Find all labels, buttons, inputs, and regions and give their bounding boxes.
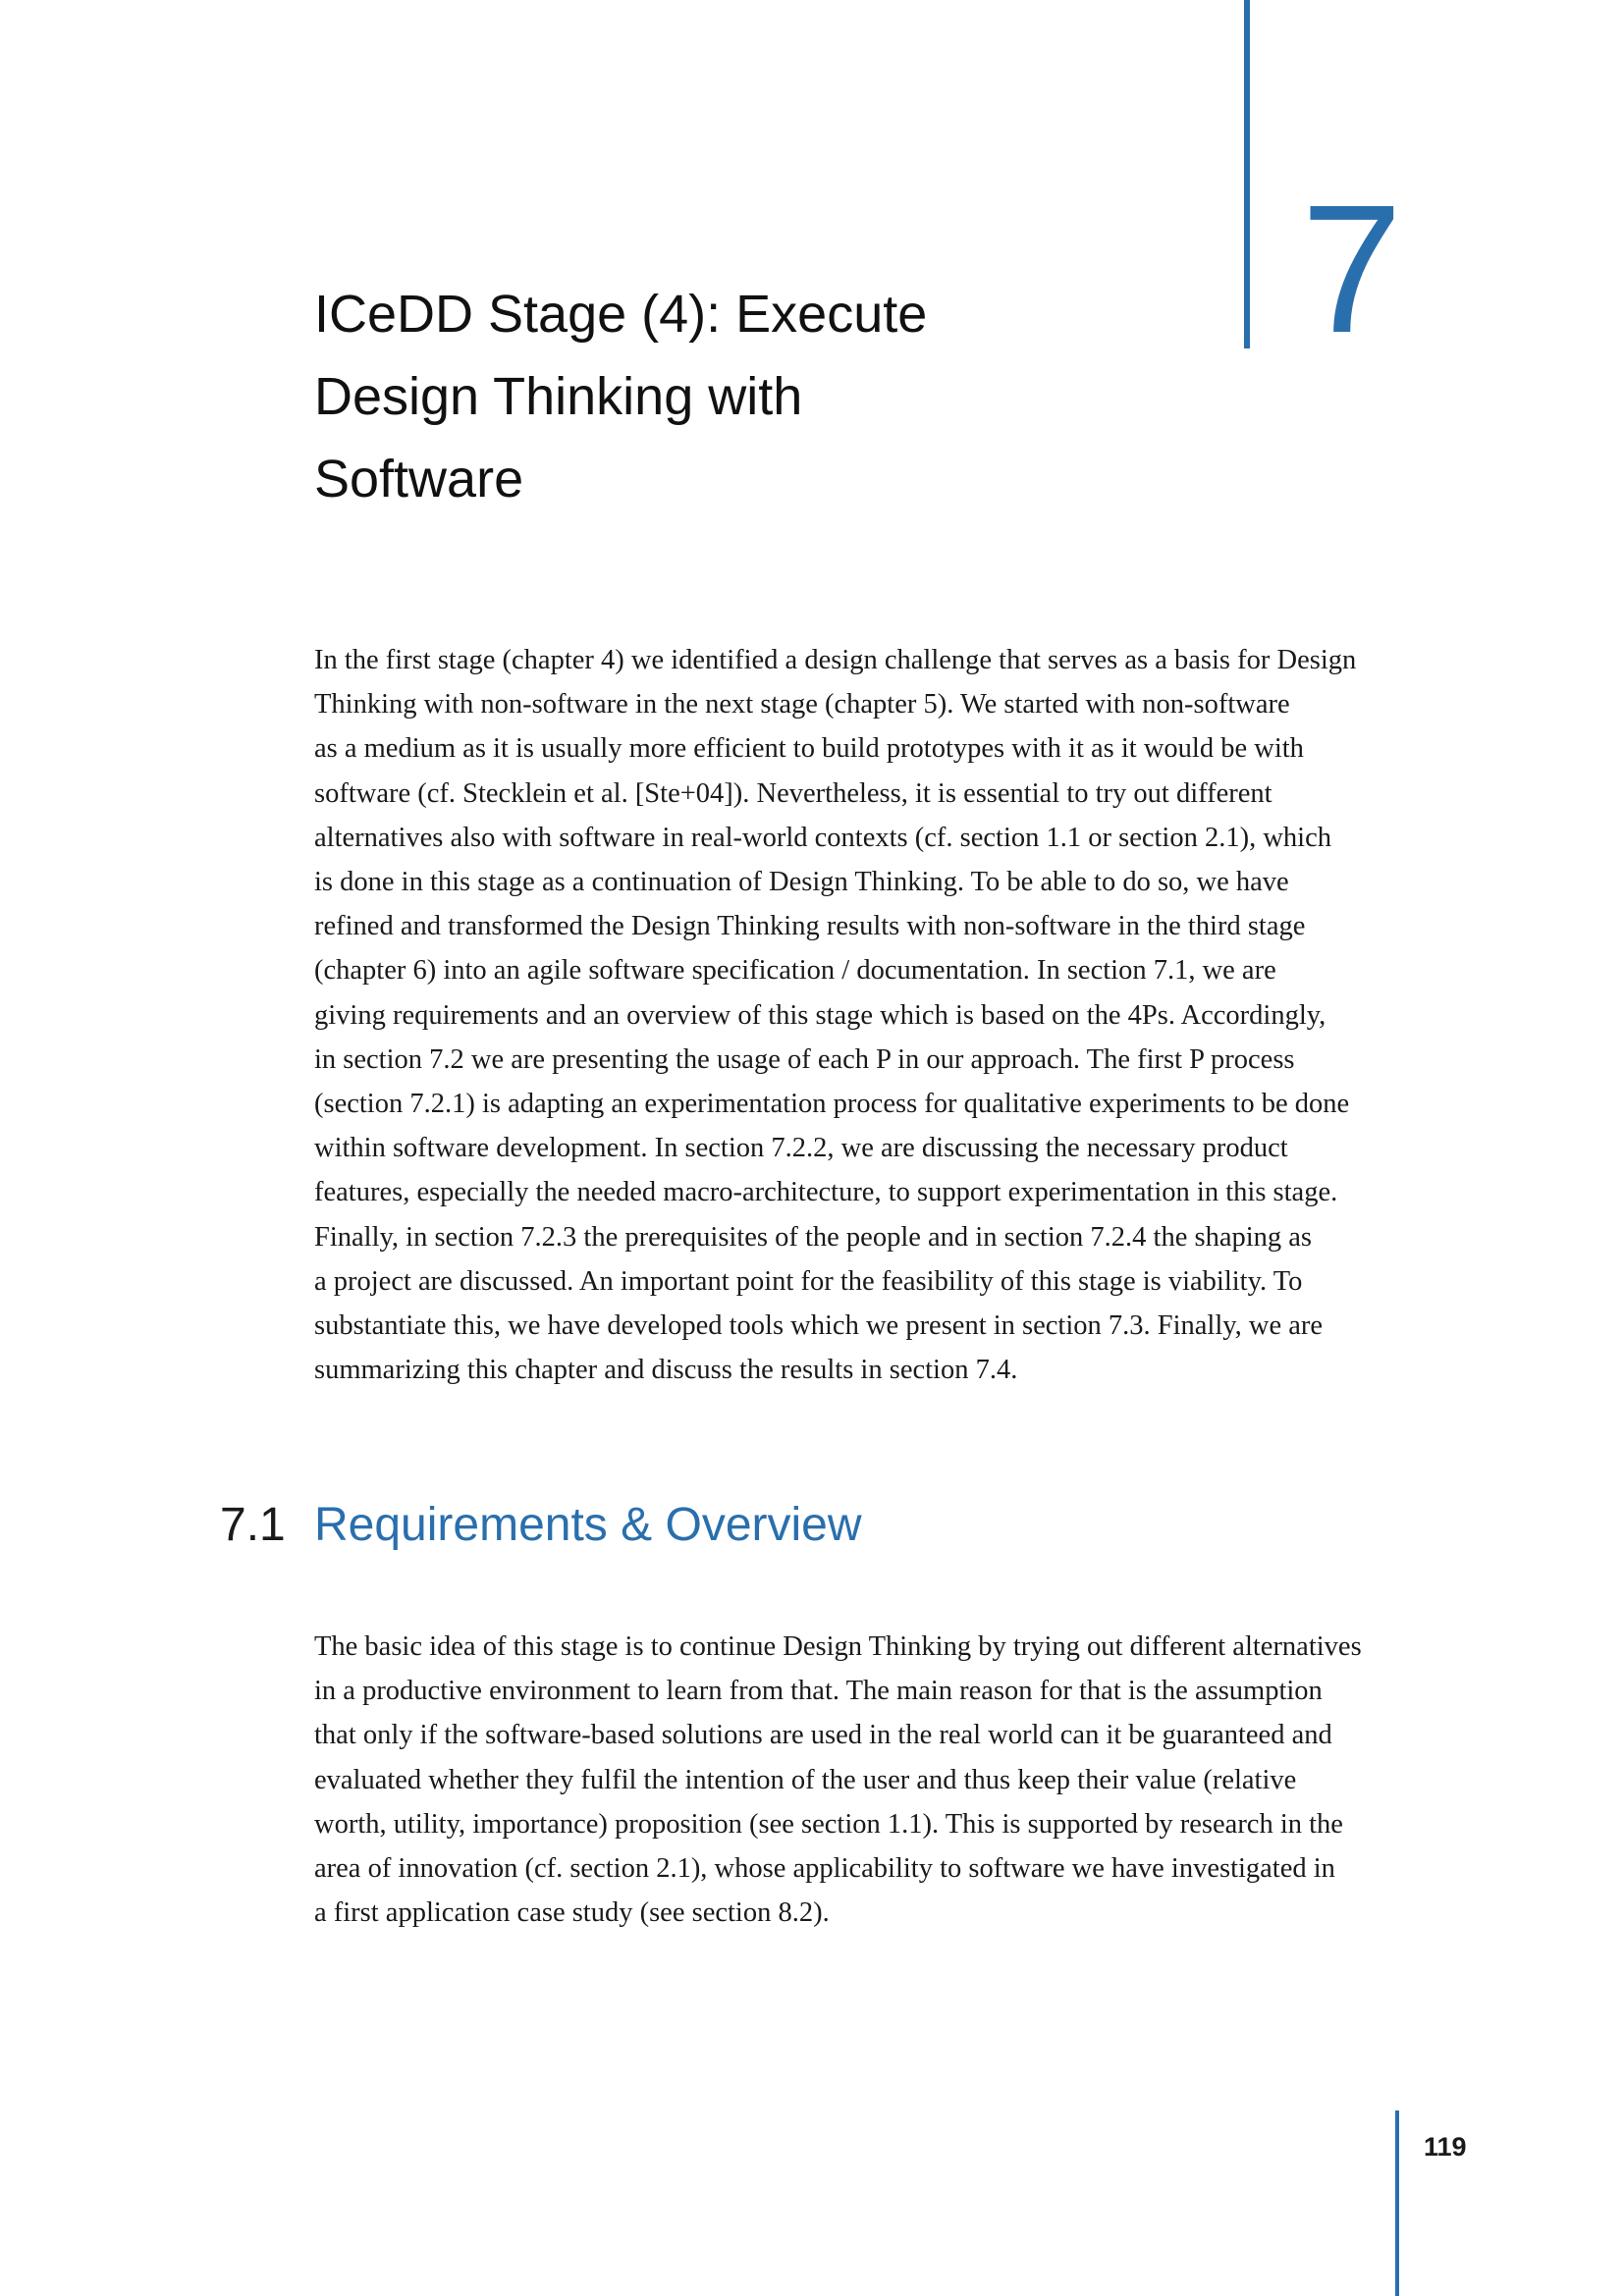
chapter-number: 7 [1301, 168, 1403, 371]
text-line: worth, utility, importance) proposition (see section 1.1). This is supported by research in the [314, 1808, 1343, 1840]
page-number: 119 [1424, 2132, 1467, 2162]
text-line: in a productive environment to learn from that. The main reason for that is the assumption [314, 1676, 1323, 1707]
section-number: 7.1 [220, 1499, 286, 1551]
section-heading [220, 1496, 862, 1555]
text-line: a first application case study (see section 8.2). [314, 1897, 830, 1929]
text-line: software (cf. Stecklein et al. [Ste+04]). Nevertheless, it is essential to try out different [314, 777, 1272, 809]
text-line: substantiate this, we have developed tools which we present in section 7.3. Finally, we are [314, 1310, 1324, 1342]
text-line: Finally, in section 7.2.3 the prerequisites of the people and in section 7.2.4 the shaping as [314, 1221, 1313, 1253]
text-line: within software development. In section 7.2.2, we are discussing the necessary product [314, 1133, 1288, 1164]
text-line: refined and transformed the Design Thinking results with non-software in the third stage [314, 911, 1306, 942]
chapter-title [314, 273, 1060, 520]
chapter-title-line: ICeDD Stage (4): Execute [314, 285, 928, 344]
text-line: alternatives also with software in real-world contexts (cf. section 1.1 or section 2.1), which [314, 822, 1331, 853]
section-paragraph [314, 1625, 1394, 1935]
text-line: area of innovation (cf. section 2.1), whose applicability to software we have investigated in [314, 1853, 1335, 1885]
text-line: features, especially the needed macro-architecture, to support experimentation in this stage. [314, 1177, 1338, 1208]
text-line: The basic idea of this stage is to continue Design Thinking by trying out different alternatives [314, 1631, 1362, 1662]
text-line: as a medium as it is usually more efficient to build prototypes with it as it would be with [314, 733, 1304, 765]
text-line: (chapter 6) into an agile software specification / documentation. In section 7.1, we are [314, 955, 1276, 987]
chapter-title-line: Software [314, 450, 524, 508]
chapter-accent-rule [1244, 0, 1250, 348]
chapter-title-line: Design Thinking with [314, 367, 803, 426]
text-line: summarizing this chapter and discuss the results in section 7.4. [314, 1355, 1018, 1386]
text-line: evaluated whether they fulfil the intention of the user and thus keep their value (relative [314, 1764, 1297, 1795]
text-line: a project are discussed. An important point for the feasibility of this stage is viability. To [314, 1265, 1303, 1297]
section-title: Requirements & Overview [314, 1499, 862, 1551]
text-line: that only if the software-based solutions are used in the real world can it be guaranteed and [314, 1720, 1332, 1751]
text-line: in section 7.2 we are presenting the usage of each P in our approach. The first P process [314, 1043, 1295, 1075]
text-line: (section 7.2.1) is adapting an experimentation process for qualitative experiments to be done [314, 1089, 1350, 1120]
text-line: giving requirements and an overview of this stage which is based on the 4Ps. Accordingly, [314, 999, 1326, 1031]
text-line: is done in this stage as a continuation of Design Thinking. To be able to do so, we have [314, 867, 1289, 898]
page-number-rule [1395, 2110, 1399, 2296]
text-line: In the first stage (chapter 4) we identified a design challenge that serves as a basis for Design [314, 645, 1357, 675]
intro-paragraph [314, 638, 1394, 1392]
text-line: Thinking with non-software in the next stage (chapter 5). We started with non-software [314, 689, 1290, 721]
